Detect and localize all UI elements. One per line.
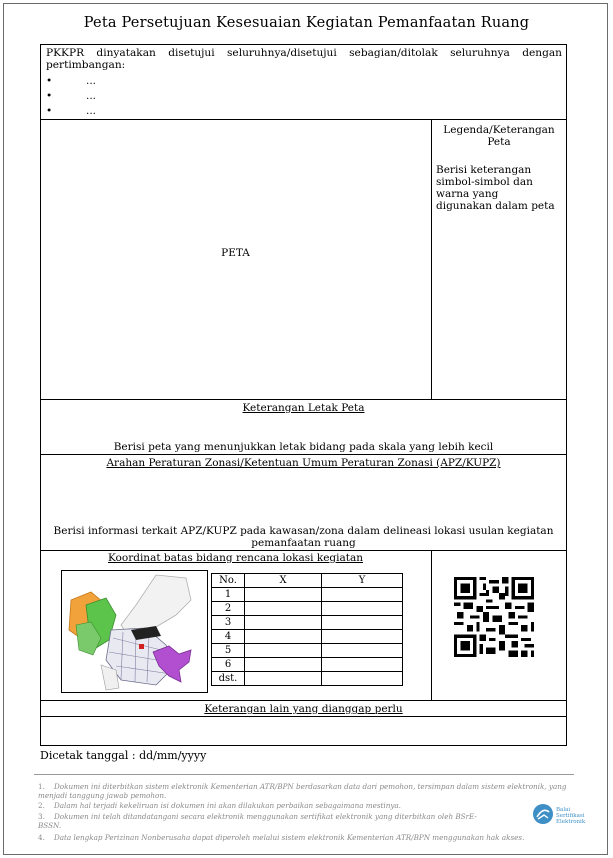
table-row xyxy=(212,658,403,672)
row-number: 3 xyxy=(212,616,245,630)
arahan-body: Berisi informasi terkait APZ/KUPZ pada kawasan/zona dalam delineasi lokasi usulan kegiatan pemanfaatan ruang xyxy=(53,525,554,549)
pkkpr-bullet: • ... xyxy=(46,105,97,117)
divider xyxy=(431,550,432,700)
arahan-title: Arahan Peraturan Zonasi/Ketentuan Umum Peraturan Zonasi (APZ/KUPZ) xyxy=(106,457,501,469)
row-number: 5 xyxy=(212,644,245,658)
bsre-logo-text: Balai Sertifikasi Elektronik xyxy=(556,807,586,825)
divider xyxy=(40,454,567,455)
pkkpr-statement: PKKPR dinyatakan disetujui seluruhnya/disetujui sebagian/ditolak seluruhnya dengan pertimbangan: xyxy=(46,47,562,71)
pkkpr-bullet: • ... xyxy=(46,90,97,102)
keterangan-lain-title: Keterangan lain yang dianggap perlu xyxy=(204,703,403,715)
map-placeholder-label: PETA xyxy=(221,247,250,259)
divider xyxy=(431,119,432,399)
table-row xyxy=(212,602,403,616)
column-header: X xyxy=(245,574,322,588)
koordinat-title: Koordinat batas bidang rencana lokasi kegiatan xyxy=(108,552,363,564)
divider xyxy=(40,119,567,120)
qr-code[interactable] xyxy=(454,577,534,657)
column-header: No. xyxy=(212,574,245,588)
parcel-map-illustration xyxy=(61,570,208,693)
bsre-logo-icon xyxy=(532,803,554,825)
footer-divider xyxy=(34,774,574,775)
row-number: 4 xyxy=(212,630,245,644)
letak-body: Berisi peta yang menunjukkan letak bidang pada skala yang lebih kecil xyxy=(113,441,494,453)
table-header-row xyxy=(212,574,403,588)
footnote: 1. Dokumen ini diterbitkan sistem elektronik Kementerian ATR/BPN berdasarkan data dari pemohon, tersimpan dalam sistem elektronik, yang menjadi tanggung jawab pemohon. xyxy=(38,782,567,800)
table-row xyxy=(212,672,403,686)
row-number: dst. xyxy=(212,672,245,686)
footnote: 4. Data lengkap Perizinan Nonberusaha dapat diperoleh melalui sistem elektronik Kementerian ATR/BPN menggunakan hak akses. xyxy=(38,833,525,842)
legend-body: Berisi keterangan simbol-simbol dan warna yang digunakan dalam peta xyxy=(436,164,555,212)
divider xyxy=(40,716,567,717)
letak-title: Keterangan Letak Peta xyxy=(242,402,365,414)
row-number: 2 xyxy=(212,602,245,616)
table-row xyxy=(212,644,403,658)
pkkpr-bullet: • ... xyxy=(46,75,97,87)
divider xyxy=(40,399,567,400)
table-row xyxy=(212,630,403,644)
printed-date: Dicetak tanggal : dd/mm/yyyy xyxy=(40,749,207,762)
table-row xyxy=(212,616,403,630)
page-title: Peta Persetujuan Kesesuaian Kegiatan Pemanfaatan Ruang xyxy=(83,15,530,31)
footnote: 3. Dokumen ini telah ditandatangani secara elektronik menggunakan sertifikat elektronik yang diterbitkan oleh BSrE-BSSN. xyxy=(38,812,477,830)
row-number: 1 xyxy=(212,588,245,602)
legend-title: Legenda/Keterangan Peta xyxy=(443,124,555,148)
divider xyxy=(40,700,567,701)
row-number: 6 xyxy=(212,658,245,672)
column-header: Y xyxy=(322,574,403,588)
footnote: 2. Dalam hal terjadi kekeliruan isi dokumen ini akan dilakukan perbaikan sebagaimana mestinya. xyxy=(38,801,401,810)
table-row xyxy=(212,588,403,602)
divider xyxy=(40,550,567,551)
coordinate-table xyxy=(211,573,403,686)
